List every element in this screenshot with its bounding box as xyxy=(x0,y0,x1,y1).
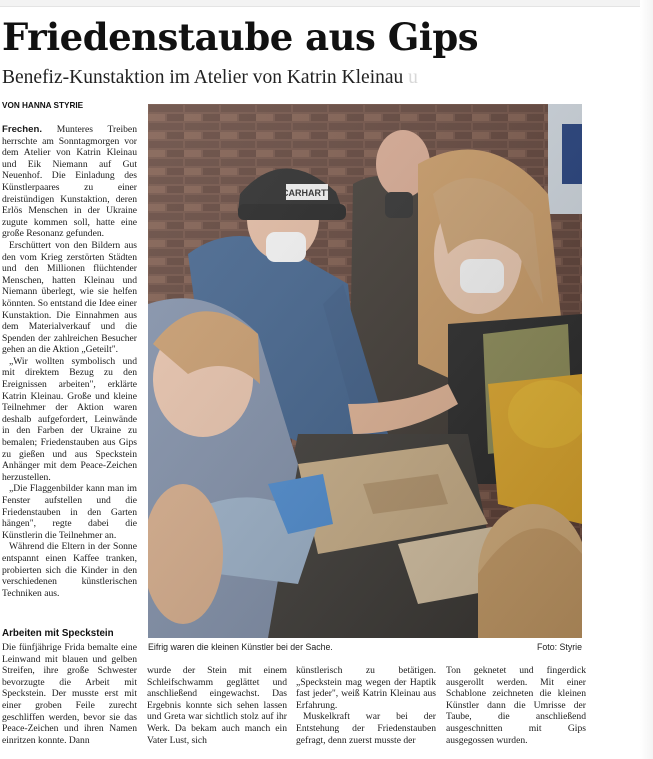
paragraph: „Die Flaggenbilder kann man im Fenster aufstellen und die Friedenstauben in den Garten hängen", regte dabei die Künstlerin die Teilnehmer an. xyxy=(2,483,137,541)
article-column-left xyxy=(2,124,137,622)
byline: VON HANNA STYRIE xyxy=(2,101,84,110)
paragraph: Ton geknetet und fingerdick ausgerollt werden. Mit einer Schablone zeichneten die kleinen Künstler dann die Umrisse der Taube, die anschließend ausgeschnitten mit Gips ausgegossen wurden. xyxy=(446,665,586,746)
article-column-bottom-2 xyxy=(147,665,287,757)
paragraph: „Wir wollten symbolisch und mit direktem Bezug zu den Ereignissen arbeiten", erklärte Katrin Kleinau. Große und kleine Teilnehmer der Aktion waren deshalb aufgefordert, Leinwände in den Farben der Ukraine zu bemalen; Friedenstauben aus Gips zu gießen und aus Speckstein Anhänger mit dem Peace-Zeichen herzustellen. xyxy=(2,355,137,483)
section-heading: Arbeiten mit Speckstein xyxy=(2,628,114,639)
subheadline xyxy=(2,66,642,90)
photo-caption xyxy=(148,642,582,652)
paragraph: Während die Eltern in der Sonne entspannt einen Kaffee tranken, probierten sich die Kinder in den verschiedenen künstlerischen Techniken aus. xyxy=(2,541,137,599)
article-column-bottom-4 xyxy=(446,665,586,757)
lead-paragraph xyxy=(2,124,137,240)
paragraph-text: Munteres Treiben herrschte am Sonntagmorgen vor dem Atelier von Katrin Kleinau und Eik Niemann auf Gut Neuenhof. Die Einladung des Künstlerpaares zu einer dreistündigen Kunstaktion, deren Erlös Menschen in der Ukraine zugute kommen soll, hatte eine große Resonanz gefunden. xyxy=(2,124,137,240)
headline: Friedenstaube aus Gips xyxy=(2,15,479,59)
article-column-bottom-3 xyxy=(296,665,436,757)
subheadline-cut-text: u xyxy=(408,67,418,88)
paragraph: Muskelkraft war bei der Entstehung der Friedenstauben gefragt, denn zuerst musste der xyxy=(296,711,436,746)
dateline: Frechen. xyxy=(2,124,42,135)
paragraph: künstlerisch zu betätigen. „Speckstein mag wegen der Haptik fast jeder", weiß Katrin Kleinau aus Erfahrung. xyxy=(296,665,436,711)
subheadline-text: Benefiz-Kunstaktion im Atelier von Katrin Kleinau xyxy=(2,67,404,88)
article-column-bottom-1 xyxy=(2,642,137,757)
viewer-top-bar xyxy=(0,0,653,7)
paragraph: Die fünfjährige Frida bemalte eine Leinwand mit blauen und gelben Streifen, ihre große Schwester bevorzugte die Arbeit mit Speckstein. Der musste erst mit einer groben Feile zurecht geschliffen werden, bevor sie das Peace-Zeichen und ihren Namen einritzen konnte. Dann xyxy=(2,642,137,746)
page-edge xyxy=(640,0,653,759)
caption-text: Eifrig waren die kleinen Künstler bei der Sache. xyxy=(148,642,333,652)
paragraph: wurde der Stein mit einem Schleifschwamm geglättet und anschließend eingewachst. Das Ergebnis konnte sich sehen lassen und Greta war sichtlich stolz auf ihr Werk. Da bekam auch manch ein Vater Lust, sich xyxy=(147,665,287,746)
article-photo xyxy=(148,104,582,638)
paragraph: Erschüttert von den Bildern aus den vom Krieg zerstörten Städten und den Millionen flüchtender Menschen, hatten Kleinau und Niemann überlegt, wie sie helfen könnten. So entstand die Idee einer Kunstaktion. Die Einnahmen aus dem Materialverkauf und die Spenden der zahlreichen Besucher gehen an die Aktion „Geteilt". xyxy=(2,239,137,356)
photo-credit: Foto: Styrie xyxy=(537,642,582,652)
